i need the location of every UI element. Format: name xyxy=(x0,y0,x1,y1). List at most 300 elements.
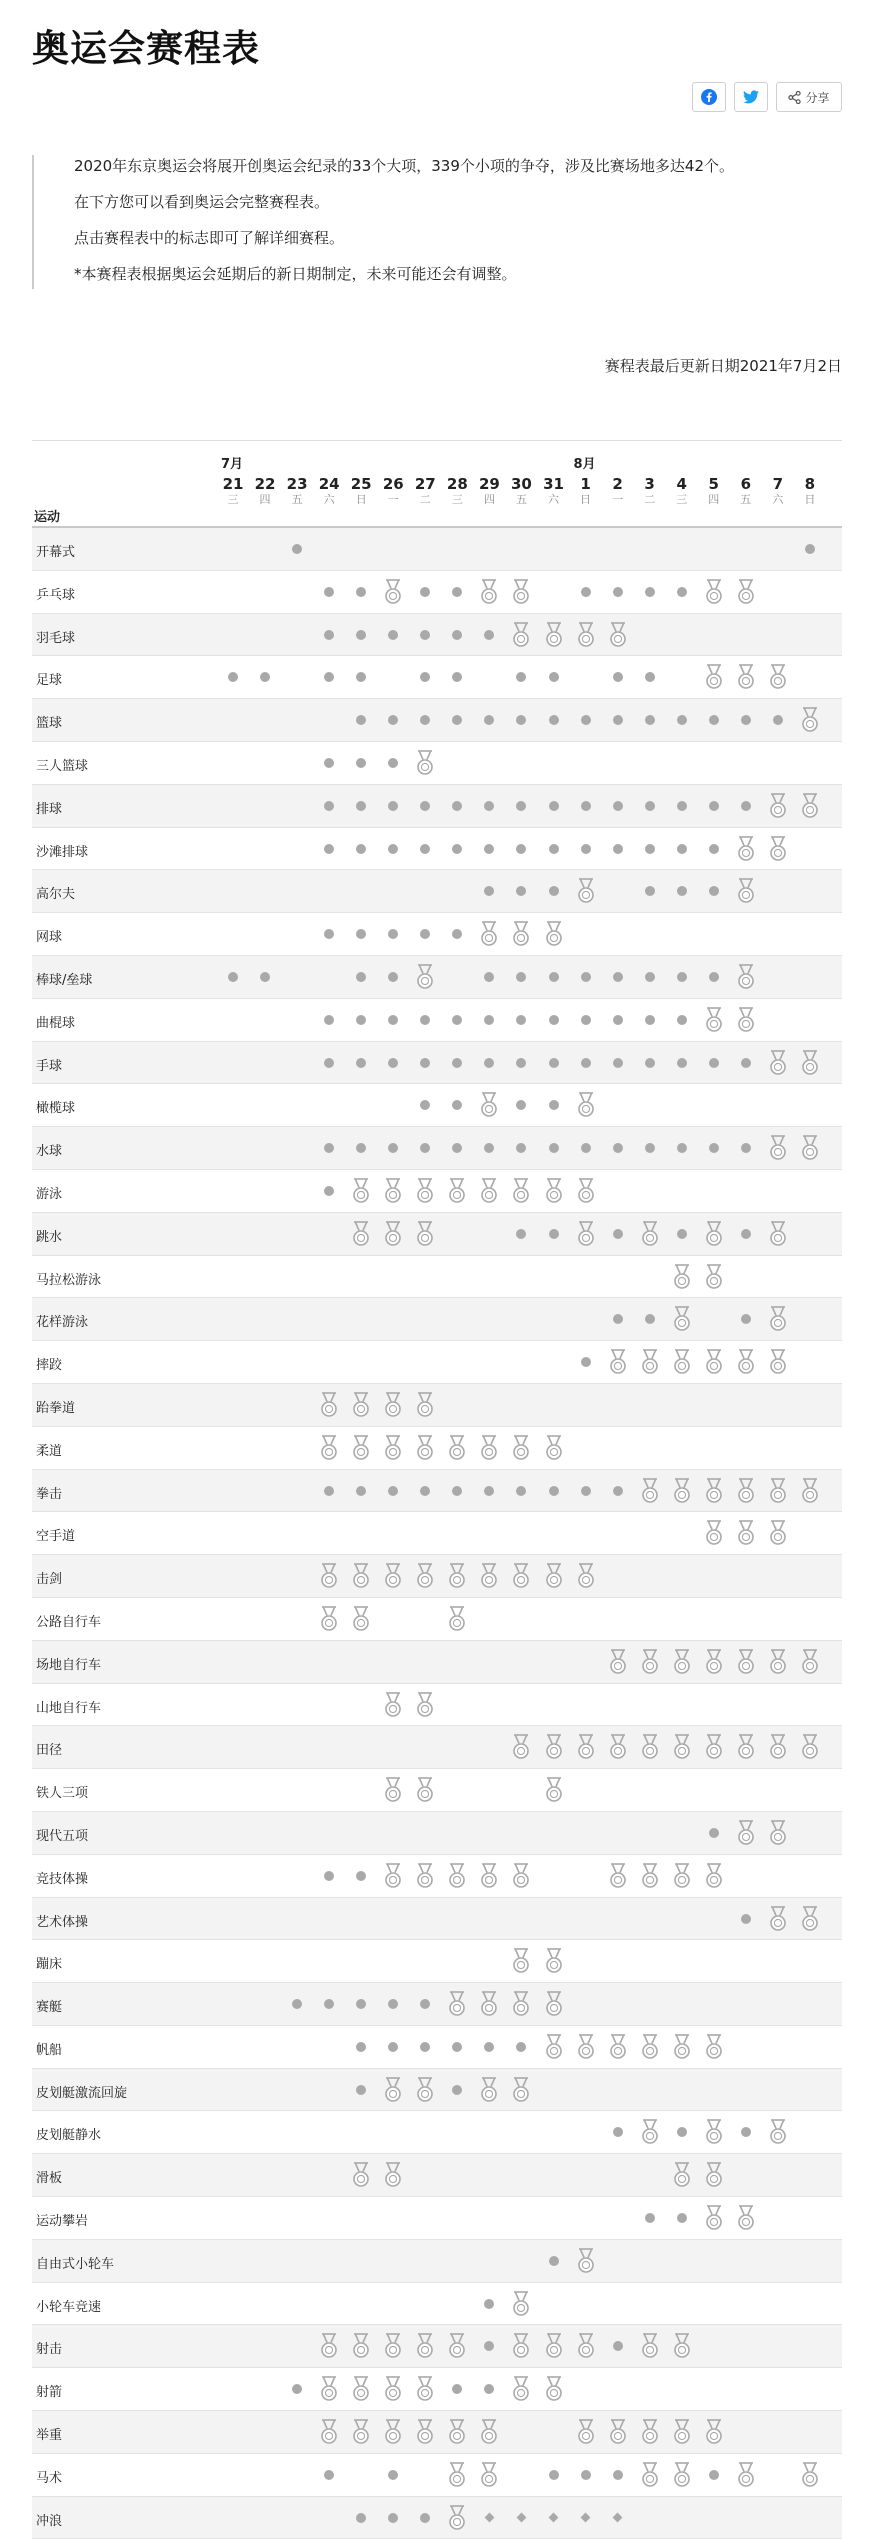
medal-event-marker[interactable] xyxy=(505,1555,537,1597)
event-marker[interactable] xyxy=(538,656,570,698)
event-marker[interactable] xyxy=(313,1127,345,1169)
event-marker[interactable] xyxy=(538,1127,570,1169)
medal-event-marker[interactable] xyxy=(570,2325,602,2367)
medal-event-marker[interactable] xyxy=(377,2154,409,2196)
event-marker[interactable] xyxy=(473,828,505,870)
medal-event-marker[interactable] xyxy=(313,2325,345,2367)
event-marker[interactable] xyxy=(666,1042,698,1084)
event-marker[interactable] xyxy=(313,1470,345,1512)
medal-event-marker[interactable] xyxy=(409,1769,441,1811)
event-marker[interactable] xyxy=(602,956,634,998)
medal-event-marker[interactable] xyxy=(505,1983,537,2025)
medal-event-marker[interactable] xyxy=(730,1641,762,1683)
event-marker[interactable] xyxy=(313,828,345,870)
medal-event-marker[interactable] xyxy=(762,1898,794,1940)
event-marker[interactable] xyxy=(409,1042,441,1084)
event-marker[interactable] xyxy=(345,656,377,698)
event-marker[interactable] xyxy=(634,1042,666,1084)
event-marker[interactable] xyxy=(249,956,281,998)
event-marker[interactable] xyxy=(634,785,666,827)
event-marker[interactable] xyxy=(602,1042,634,1084)
event-marker[interactable] xyxy=(377,2497,409,2539)
event-marker[interactable] xyxy=(345,1983,377,2025)
medal-event-marker[interactable] xyxy=(377,1213,409,1255)
event-marker[interactable] xyxy=(409,614,441,656)
event-marker[interactable] xyxy=(473,699,505,741)
event-marker[interactable] xyxy=(602,1298,634,1340)
event-marker[interactable] xyxy=(538,870,570,912)
event-marker[interactable] xyxy=(441,2069,473,2111)
medal-event-marker[interactable] xyxy=(794,1641,826,1683)
medal-event-marker[interactable] xyxy=(634,1341,666,1383)
medal-event-marker[interactable] xyxy=(505,2368,537,2410)
event-marker[interactable] xyxy=(345,614,377,656)
event-marker[interactable] xyxy=(473,956,505,998)
event-marker[interactable] xyxy=(730,1127,762,1169)
event-marker[interactable] xyxy=(409,699,441,741)
medal-event-marker[interactable] xyxy=(377,1427,409,1469)
medal-event-marker[interactable] xyxy=(762,1042,794,1084)
medal-event-marker[interactable] xyxy=(345,1170,377,1212)
medal-event-marker[interactable] xyxy=(313,1384,345,1426)
medal-event-marker[interactable] xyxy=(634,2325,666,2367)
medal-event-marker[interactable] xyxy=(345,2325,377,2367)
event-marker[interactable] xyxy=(473,2283,505,2325)
medal-event-marker[interactable] xyxy=(698,1341,730,1383)
event-marker[interactable] xyxy=(634,956,666,998)
event-marker[interactable] xyxy=(313,785,345,827)
medal-event-marker[interactable] xyxy=(570,2026,602,2068)
medal-event-marker[interactable] xyxy=(441,1855,473,1897)
event-marker[interactable] xyxy=(538,1470,570,1512)
medal-event-marker[interactable] xyxy=(570,1726,602,1768)
medal-event-marker[interactable] xyxy=(377,2368,409,2410)
event-marker[interactable] xyxy=(570,2454,602,2496)
facebook-share-button[interactable] xyxy=(692,82,726,112)
event-marker[interactable] xyxy=(698,828,730,870)
medal-event-marker[interactable] xyxy=(794,1042,826,1084)
medal-event-marker[interactable] xyxy=(441,1427,473,1469)
event-marker[interactable] xyxy=(634,2197,666,2239)
event-marker[interactable] xyxy=(666,956,698,998)
event-marker[interactable] xyxy=(538,956,570,998)
event-marker[interactable] xyxy=(730,2111,762,2153)
medal-event-marker[interactable] xyxy=(377,1684,409,1726)
event-marker[interactable] xyxy=(538,828,570,870)
event-marker[interactable] xyxy=(281,2368,313,2410)
event-marker[interactable] xyxy=(730,1298,762,1340)
event-marker[interactable] xyxy=(473,999,505,1041)
medal-event-marker[interactable] xyxy=(730,1512,762,1554)
event-marker[interactable] xyxy=(313,1855,345,1897)
event-marker[interactable] xyxy=(698,1127,730,1169)
medal-event-marker[interactable] xyxy=(505,2069,537,2111)
event-marker[interactable] xyxy=(666,1213,698,1255)
medal-event-marker[interactable] xyxy=(698,1641,730,1683)
event-marker[interactable] xyxy=(345,828,377,870)
medal-event-marker[interactable] xyxy=(666,2026,698,2068)
medal-event-marker[interactable] xyxy=(666,2454,698,2496)
event-marker[interactable] xyxy=(730,1898,762,1940)
medal-event-marker[interactable] xyxy=(377,1384,409,1426)
medal-event-marker[interactable] xyxy=(377,1170,409,1212)
medal-event-marker[interactable] xyxy=(762,1298,794,1340)
event-marker[interactable] xyxy=(602,999,634,1041)
medal-event-marker[interactable] xyxy=(409,1213,441,1255)
event-marker[interactable] xyxy=(505,1127,537,1169)
medal-event-marker[interactable] xyxy=(730,2454,762,2496)
event-marker[interactable] xyxy=(634,828,666,870)
event-marker[interactable] xyxy=(505,1213,537,1255)
event-marker[interactable] xyxy=(409,785,441,827)
event-marker[interactable] xyxy=(666,870,698,912)
medal-event-marker[interactable] xyxy=(698,1470,730,1512)
event-marker[interactable] xyxy=(409,1127,441,1169)
event-marker[interactable] xyxy=(730,1042,762,1084)
medal-event-marker[interactable] xyxy=(762,1726,794,1768)
medal-event-marker[interactable] xyxy=(570,1213,602,1255)
event-marker[interactable] xyxy=(377,699,409,741)
medal-event-marker[interactable] xyxy=(794,699,826,741)
event-marker[interactable] xyxy=(281,528,313,570)
medal-event-marker[interactable] xyxy=(538,2325,570,2367)
medal-event-marker[interactable] xyxy=(762,2111,794,2153)
medal-event-marker[interactable] xyxy=(473,571,505,613)
event-marker[interactable] xyxy=(602,2111,634,2153)
event-marker[interactable] xyxy=(377,1983,409,2025)
medal-event-marker[interactable] xyxy=(538,913,570,955)
medal-event-marker[interactable] xyxy=(345,1384,377,1426)
event-marker[interactable] xyxy=(313,999,345,1041)
medal-event-marker[interactable] xyxy=(441,1983,473,2025)
medal-event-marker[interactable] xyxy=(441,2411,473,2453)
event-marker[interactable] xyxy=(377,785,409,827)
medal-event-marker[interactable] xyxy=(538,1940,570,1982)
medal-event-marker[interactable] xyxy=(538,1170,570,1212)
event-marker[interactable] xyxy=(602,656,634,698)
medal-event-marker[interactable] xyxy=(409,2411,441,2453)
medal-event-marker[interactable] xyxy=(698,2154,730,2196)
event-marker[interactable] xyxy=(409,656,441,698)
event-marker[interactable] xyxy=(377,913,409,955)
event-marker[interactable] xyxy=(602,2325,634,2367)
medal-event-marker[interactable] xyxy=(409,1170,441,1212)
event-marker[interactable] xyxy=(538,1084,570,1126)
event-marker[interactable] xyxy=(634,699,666,741)
event-marker[interactable] xyxy=(698,1812,730,1854)
medal-event-marker[interactable] xyxy=(505,2283,537,2325)
event-marker[interactable] xyxy=(409,1084,441,1126)
medal-event-marker[interactable] xyxy=(698,571,730,613)
medal-event-marker[interactable] xyxy=(698,2197,730,2239)
medal-event-marker[interactable] xyxy=(730,999,762,1041)
medal-event-marker[interactable] xyxy=(473,1555,505,1597)
medal-event-marker[interactable] xyxy=(666,1855,698,1897)
medal-event-marker[interactable] xyxy=(441,1170,473,1212)
medal-event-marker[interactable] xyxy=(505,571,537,613)
medal-event-marker[interactable] xyxy=(409,1384,441,1426)
medal-event-marker[interactable] xyxy=(570,2240,602,2282)
event-marker[interactable] xyxy=(377,828,409,870)
medal-event-marker[interactable] xyxy=(698,999,730,1041)
event-marker[interactable] xyxy=(505,785,537,827)
medal-event-marker[interactable] xyxy=(730,1341,762,1383)
medal-event-marker[interactable] xyxy=(313,1598,345,1640)
event-marker[interactable] xyxy=(441,1042,473,1084)
event-marker[interactable] xyxy=(538,699,570,741)
medal-event-marker[interactable] xyxy=(377,1555,409,1597)
medal-event-marker[interactable] xyxy=(666,2154,698,2196)
event-marker[interactable] xyxy=(345,785,377,827)
medal-event-marker[interactable] xyxy=(377,1855,409,1897)
event-marker[interactable] xyxy=(538,999,570,1041)
event-marker[interactable] xyxy=(505,828,537,870)
medal-event-marker[interactable] xyxy=(473,1170,505,1212)
medal-event-marker[interactable] xyxy=(570,614,602,656)
medal-event-marker[interactable] xyxy=(570,1170,602,1212)
event-marker[interactable] xyxy=(377,1127,409,1169)
event-marker[interactable] xyxy=(538,2497,570,2539)
event-marker[interactable] xyxy=(345,1470,377,1512)
medal-event-marker[interactable] xyxy=(634,2454,666,2496)
medal-event-marker[interactable] xyxy=(505,2325,537,2367)
event-marker[interactable] xyxy=(570,1470,602,1512)
event-marker[interactable] xyxy=(570,571,602,613)
event-marker[interactable] xyxy=(602,699,634,741)
medal-event-marker[interactable] xyxy=(634,2111,666,2153)
medal-event-marker[interactable] xyxy=(409,1684,441,1726)
medal-event-marker[interactable] xyxy=(730,956,762,998)
event-marker[interactable] xyxy=(441,2368,473,2410)
event-marker[interactable] xyxy=(473,1042,505,1084)
event-marker[interactable] xyxy=(441,571,473,613)
event-marker[interactable] xyxy=(249,656,281,698)
medal-event-marker[interactable] xyxy=(762,656,794,698)
medal-event-marker[interactable] xyxy=(473,1855,505,1897)
share-button[interactable] xyxy=(776,82,842,112)
event-marker[interactable] xyxy=(538,1042,570,1084)
medal-event-marker[interactable] xyxy=(794,1726,826,1768)
event-marker[interactable] xyxy=(217,956,249,998)
medal-event-marker[interactable] xyxy=(345,1555,377,1597)
medal-event-marker[interactable] xyxy=(473,1427,505,1469)
event-marker[interactable] xyxy=(345,699,377,741)
event-marker[interactable] xyxy=(377,1470,409,1512)
medal-event-marker[interactable] xyxy=(538,1769,570,1811)
event-marker[interactable] xyxy=(698,2454,730,2496)
event-marker[interactable] xyxy=(473,870,505,912)
event-marker[interactable] xyxy=(313,1042,345,1084)
medal-event-marker[interactable] xyxy=(602,1855,634,1897)
medal-event-marker[interactable] xyxy=(794,1898,826,1940)
event-marker[interactable] xyxy=(730,1213,762,1255)
medal-event-marker[interactable] xyxy=(505,913,537,955)
medal-event-marker[interactable] xyxy=(570,2411,602,2453)
event-marker[interactable] xyxy=(313,742,345,784)
medal-event-marker[interactable] xyxy=(730,1726,762,1768)
medal-event-marker[interactable] xyxy=(730,1812,762,1854)
event-marker[interactable] xyxy=(730,699,762,741)
medal-event-marker[interactable] xyxy=(570,870,602,912)
medal-event-marker[interactable] xyxy=(538,1555,570,1597)
event-marker[interactable] xyxy=(666,785,698,827)
medal-event-marker[interactable] xyxy=(377,571,409,613)
medal-event-marker[interactable] xyxy=(666,1641,698,1683)
event-marker[interactable] xyxy=(441,785,473,827)
medal-event-marker[interactable] xyxy=(794,1127,826,1169)
medal-event-marker[interactable] xyxy=(762,785,794,827)
event-marker[interactable] xyxy=(730,785,762,827)
medal-event-marker[interactable] xyxy=(345,1427,377,1469)
medal-event-marker[interactable] xyxy=(473,1084,505,1126)
event-marker[interactable] xyxy=(441,999,473,1041)
event-marker[interactable] xyxy=(409,913,441,955)
medal-event-marker[interactable] xyxy=(538,2026,570,2068)
event-marker[interactable] xyxy=(281,1983,313,2025)
event-marker[interactable] xyxy=(345,2497,377,2539)
event-marker[interactable] xyxy=(666,828,698,870)
medal-event-marker[interactable] xyxy=(730,1470,762,1512)
medal-event-marker[interactable] xyxy=(505,1726,537,1768)
medal-event-marker[interactable] xyxy=(570,1555,602,1597)
event-marker[interactable] xyxy=(666,999,698,1041)
event-marker[interactable] xyxy=(473,785,505,827)
medal-event-marker[interactable] xyxy=(441,1598,473,1640)
medal-event-marker[interactable] xyxy=(602,1341,634,1383)
event-marker[interactable] xyxy=(377,742,409,784)
event-marker[interactable] xyxy=(345,999,377,1041)
medal-event-marker[interactable] xyxy=(377,2325,409,2367)
medal-event-marker[interactable] xyxy=(538,1427,570,1469)
event-marker[interactable] xyxy=(634,571,666,613)
medal-event-marker[interactable] xyxy=(345,2411,377,2453)
event-marker[interactable] xyxy=(409,2026,441,2068)
medal-event-marker[interactable] xyxy=(313,2411,345,2453)
medal-event-marker[interactable] xyxy=(666,1341,698,1383)
event-marker[interactable] xyxy=(409,828,441,870)
medal-event-marker[interactable] xyxy=(666,2411,698,2453)
event-marker[interactable] xyxy=(762,699,794,741)
medal-event-marker[interactable] xyxy=(666,1256,698,1298)
medal-event-marker[interactable] xyxy=(794,785,826,827)
event-marker[interactable] xyxy=(602,1127,634,1169)
event-marker[interactable] xyxy=(570,785,602,827)
event-marker[interactable] xyxy=(441,656,473,698)
medal-event-marker[interactable] xyxy=(698,2411,730,2453)
medal-event-marker[interactable] xyxy=(762,1512,794,1554)
medal-event-marker[interactable] xyxy=(666,1726,698,1768)
event-marker[interactable] xyxy=(441,1127,473,1169)
medal-event-marker[interactable] xyxy=(409,2069,441,2111)
medal-event-marker[interactable] xyxy=(441,2454,473,2496)
event-marker[interactable] xyxy=(377,2454,409,2496)
event-marker[interactable] xyxy=(698,956,730,998)
medal-event-marker[interactable] xyxy=(602,1726,634,1768)
medal-event-marker[interactable] xyxy=(762,828,794,870)
medal-event-marker[interactable] xyxy=(602,2026,634,2068)
event-marker[interactable] xyxy=(409,1983,441,2025)
event-marker[interactable] xyxy=(441,913,473,955)
medal-event-marker[interactable] xyxy=(313,1427,345,1469)
event-marker[interactable] xyxy=(313,2454,345,2496)
medal-event-marker[interactable] xyxy=(473,913,505,955)
medal-event-marker[interactable] xyxy=(409,2325,441,2367)
event-marker[interactable] xyxy=(441,614,473,656)
event-marker[interactable] xyxy=(473,1470,505,1512)
medal-event-marker[interactable] xyxy=(634,1726,666,1768)
event-marker[interactable] xyxy=(313,913,345,955)
medal-event-marker[interactable] xyxy=(409,2368,441,2410)
medal-event-marker[interactable] xyxy=(473,2454,505,2496)
event-marker[interactable] xyxy=(794,528,826,570)
event-marker[interactable] xyxy=(570,999,602,1041)
medal-event-marker[interactable] xyxy=(409,1855,441,1897)
event-marker[interactable] xyxy=(602,2454,634,2496)
medal-event-marker[interactable] xyxy=(377,1769,409,1811)
event-marker[interactable] xyxy=(409,571,441,613)
medal-event-marker[interactable] xyxy=(409,1555,441,1597)
event-marker[interactable] xyxy=(441,2026,473,2068)
event-marker[interactable] xyxy=(538,1213,570,1255)
event-marker[interactable] xyxy=(313,1170,345,1212)
medal-event-marker[interactable] xyxy=(730,870,762,912)
event-marker[interactable] xyxy=(441,828,473,870)
event-marker[interactable] xyxy=(570,956,602,998)
event-marker[interactable] xyxy=(666,2197,698,2239)
medal-event-marker[interactable] xyxy=(730,828,762,870)
medal-event-marker[interactable] xyxy=(377,2411,409,2453)
medal-event-marker[interactable] xyxy=(313,1555,345,1597)
event-marker[interactable] xyxy=(570,828,602,870)
event-marker[interactable] xyxy=(602,1213,634,1255)
event-marker[interactable] xyxy=(698,870,730,912)
event-marker[interactable] xyxy=(634,1298,666,1340)
medal-event-marker[interactable] xyxy=(666,1298,698,1340)
medal-event-marker[interactable] xyxy=(762,1470,794,1512)
medal-event-marker[interactable] xyxy=(505,614,537,656)
medal-event-marker[interactable] xyxy=(505,1170,537,1212)
event-marker[interactable] xyxy=(698,785,730,827)
event-marker[interactable] xyxy=(505,1470,537,1512)
event-marker[interactable] xyxy=(409,1470,441,1512)
medal-event-marker[interactable] xyxy=(634,1641,666,1683)
event-marker[interactable] xyxy=(377,999,409,1041)
event-marker[interactable] xyxy=(505,1042,537,1084)
event-marker[interactable] xyxy=(409,2497,441,2539)
event-marker[interactable] xyxy=(473,1127,505,1169)
event-marker[interactable] xyxy=(473,2368,505,2410)
medal-event-marker[interactable] xyxy=(634,2026,666,2068)
event-marker[interactable] xyxy=(441,1084,473,1126)
medal-event-marker[interactable] xyxy=(666,2325,698,2367)
event-marker[interactable] xyxy=(602,1470,634,1512)
event-marker[interactable] xyxy=(538,785,570,827)
medal-event-marker[interactable] xyxy=(409,1427,441,1469)
medal-event-marker[interactable] xyxy=(762,1127,794,1169)
event-marker[interactable] xyxy=(473,614,505,656)
medal-event-marker[interactable] xyxy=(505,1855,537,1897)
event-marker[interactable] xyxy=(505,2497,537,2539)
medal-event-marker[interactable] xyxy=(762,1213,794,1255)
event-marker[interactable] xyxy=(441,699,473,741)
event-marker[interactable] xyxy=(602,571,634,613)
event-marker[interactable] xyxy=(409,999,441,1041)
event-marker[interactable] xyxy=(345,2026,377,2068)
event-marker[interactable] xyxy=(505,699,537,741)
event-marker[interactable] xyxy=(602,828,634,870)
event-marker[interactable] xyxy=(570,699,602,741)
event-marker[interactable] xyxy=(473,2026,505,2068)
